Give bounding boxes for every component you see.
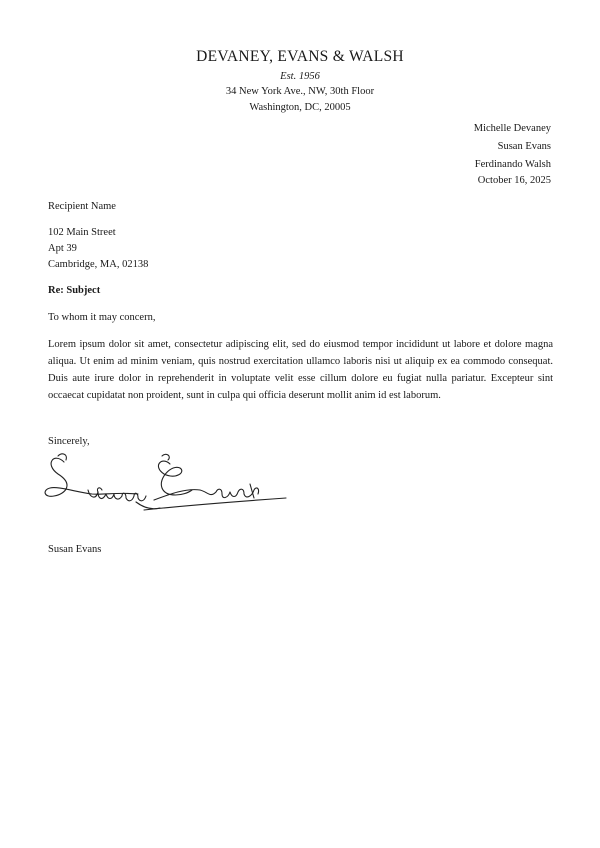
salutation: To whom it may concern,: [48, 312, 156, 323]
letter-date: October 16, 2025: [477, 175, 551, 186]
partners-list: [474, 120, 551, 174]
subject-line: Re: Subject: [48, 285, 101, 296]
recipient-address-line: 102 Main Street: [48, 227, 116, 238]
partner-name: Ferdinando Walsh: [474, 159, 551, 170]
firm-name: DEVANEY, EVANS & WALSH: [196, 48, 404, 65]
recipient-address: [48, 225, 148, 273]
partner-name: Susan Evans: [497, 141, 551, 152]
firm-address-line2: Washington, DC, 20005: [249, 102, 351, 113]
firm-address-line1: 34 New York Ave., NW, 30th Floor: [225, 86, 375, 97]
established-date: Est. 1956: [280, 71, 320, 82]
partner-name: Michelle Devaney: [473, 123, 551, 134]
recipient-address-line: Apt 39: [48, 243, 77, 254]
handwritten-signature: [40, 448, 290, 526]
recipient-address-line: Cambridge, MA, 02138: [48, 259, 149, 270]
closing: Sincerely,: [48, 436, 90, 447]
letterhead: [0, 46, 600, 116]
signer-name: Susan Evans: [48, 544, 102, 555]
letter-body: Lorem ipsum dolor sit amet, consectetur adipiscing elit, sed do eiusmod tempor incididunt ut labore et dolore magna aliqua. Ut enim ad minim veniam, quis nostrud exercitation ullamco laboris nisi ut aliquip ex ea commodo consequat. Duis aute irure dolor in reprehenderit in voluptate velit esse cillum dolore eu fugiat nulla pariatur. Excepteur sint occaecat cupidatat non proident, sunt in culpa qui officia deserunt mollit anim id est laborum.: [48, 339, 553, 401]
recipient-name: Recipient Name: [48, 201, 116, 212]
